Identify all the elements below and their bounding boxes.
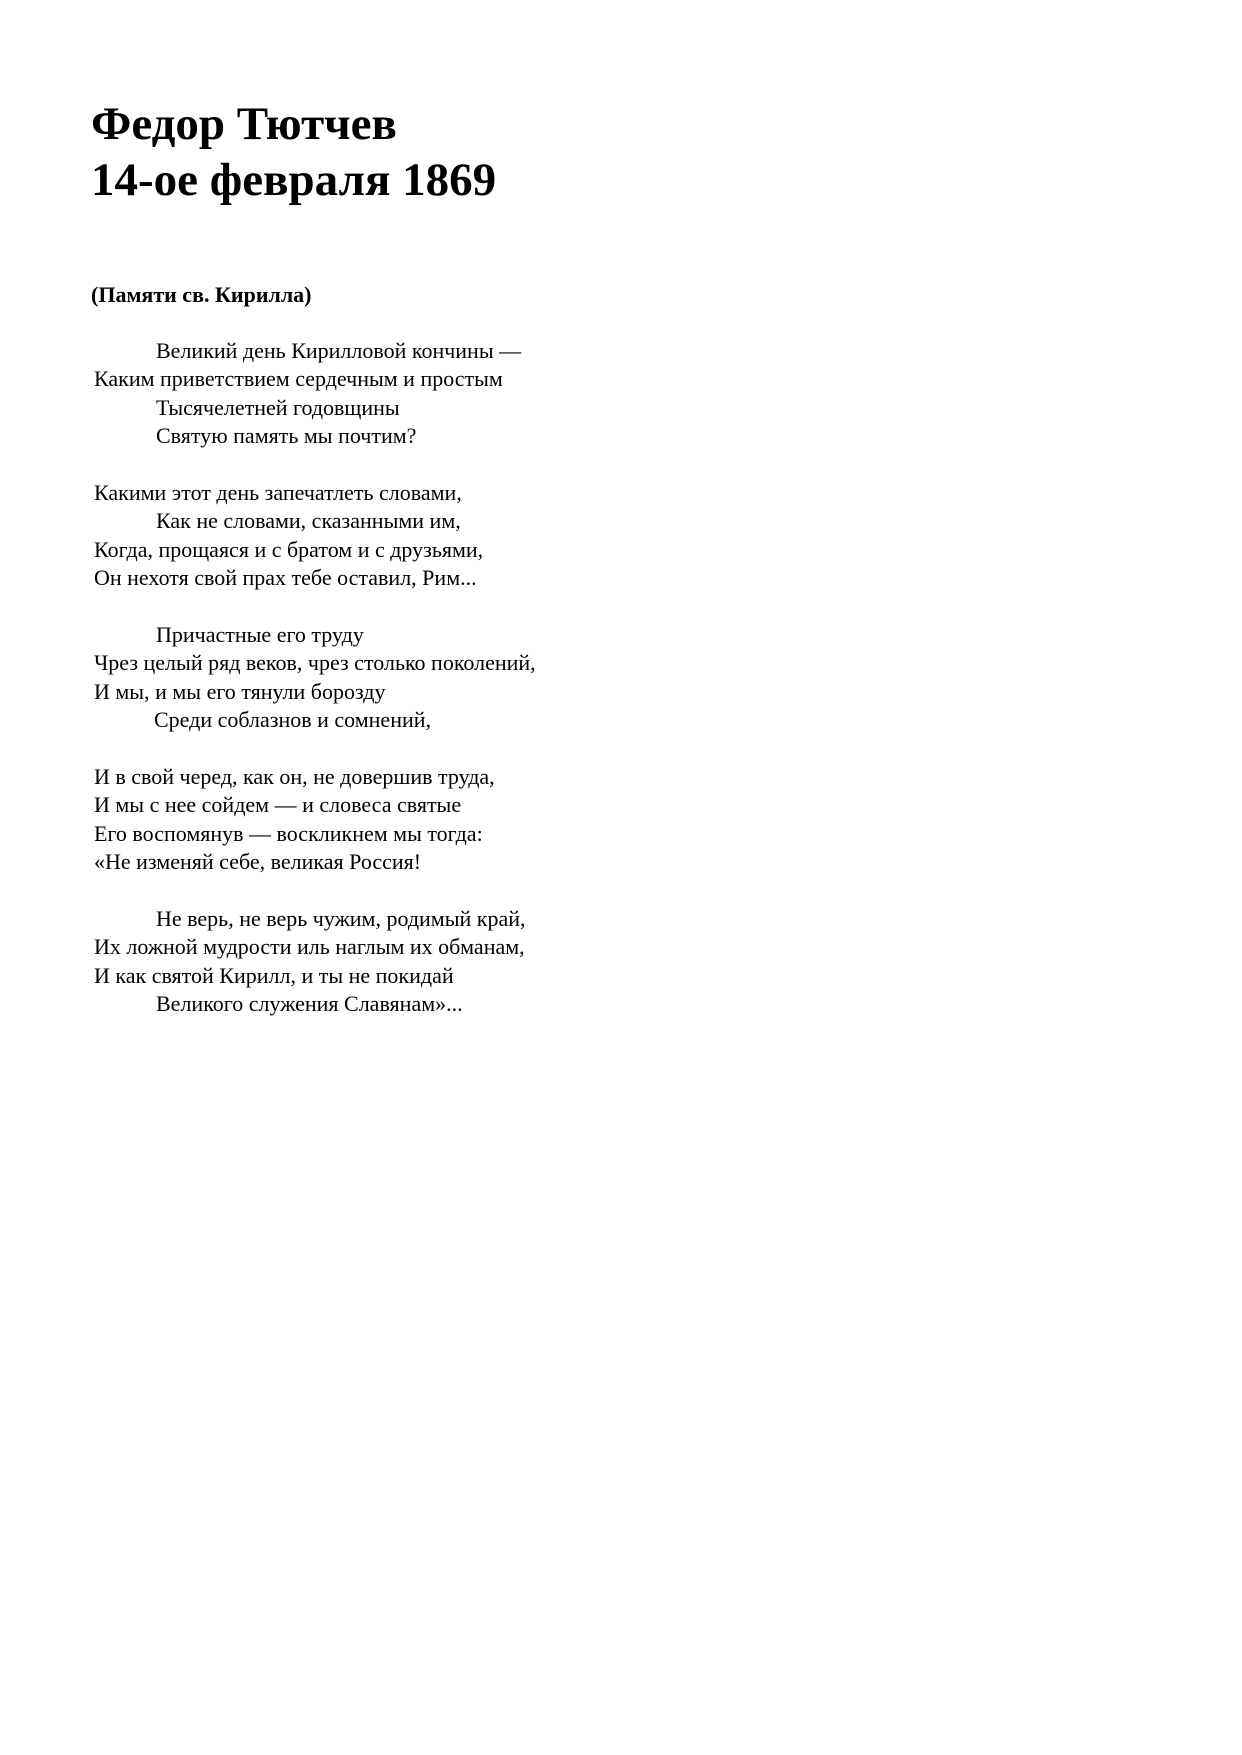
poem-subtitle: (Памяти св. Кирилла) xyxy=(91,282,312,307)
poem-line: Тысячелетней годовщины xyxy=(156,394,400,420)
poem-line: И мы, и мы его тянули борозду xyxy=(94,678,386,704)
poem-line: Великий день Кирилловой кончины — xyxy=(156,338,522,363)
stanza-5 xyxy=(94,905,994,1019)
poem-line: Его воспомянув — воскликнем мы тогда: xyxy=(94,820,483,846)
poem-line: И как святой Кирилл, и ты не покидай xyxy=(94,962,454,988)
poem-line: «Не изменяй себе, великая Россия! xyxy=(94,849,422,875)
poem-title: 14-ое февраля 1869 xyxy=(91,154,497,206)
poem-line: Святую память мы почтим? xyxy=(156,423,417,449)
poem-line: Как не словами, сказанными им, xyxy=(156,508,461,534)
poem-line: И мы с нее сойдем — и словеса святые xyxy=(94,792,462,818)
poem-line: Какими этот день запечатлеть словами, xyxy=(94,479,462,505)
poem-line: Среди соблазнов и сомнений, xyxy=(154,707,432,733)
poem-line: Не верь, не верь чужим, родимый край, xyxy=(156,905,526,931)
stanza-4 xyxy=(94,763,994,877)
poem-body xyxy=(94,337,994,1047)
poem-line: Каким приветствием сердечным и простым xyxy=(94,366,503,392)
poem-line: Великого служения Славянам»... xyxy=(156,990,463,1016)
poem-line: Когда, прощаяся и с братом и с друзьями, xyxy=(94,536,484,562)
document-title xyxy=(91,96,496,208)
author-name: Федор Тютчев xyxy=(91,98,397,150)
poem-line: И в свой черед, как он, не довершив труда, xyxy=(94,763,495,789)
stanza-2 xyxy=(94,479,994,593)
stanza-1 xyxy=(94,337,994,451)
poem-line: Причастные его труду xyxy=(156,621,364,647)
poem-line: Их ложной мудрости иль наглым их обманам, xyxy=(94,934,525,960)
poem-line: Он нехотя свой прах тебе оставил, Рим... xyxy=(94,565,477,591)
poem-line: Чрез целый ряд веков, чрез столько поколений, xyxy=(94,650,536,676)
stanza-3 xyxy=(94,621,994,735)
